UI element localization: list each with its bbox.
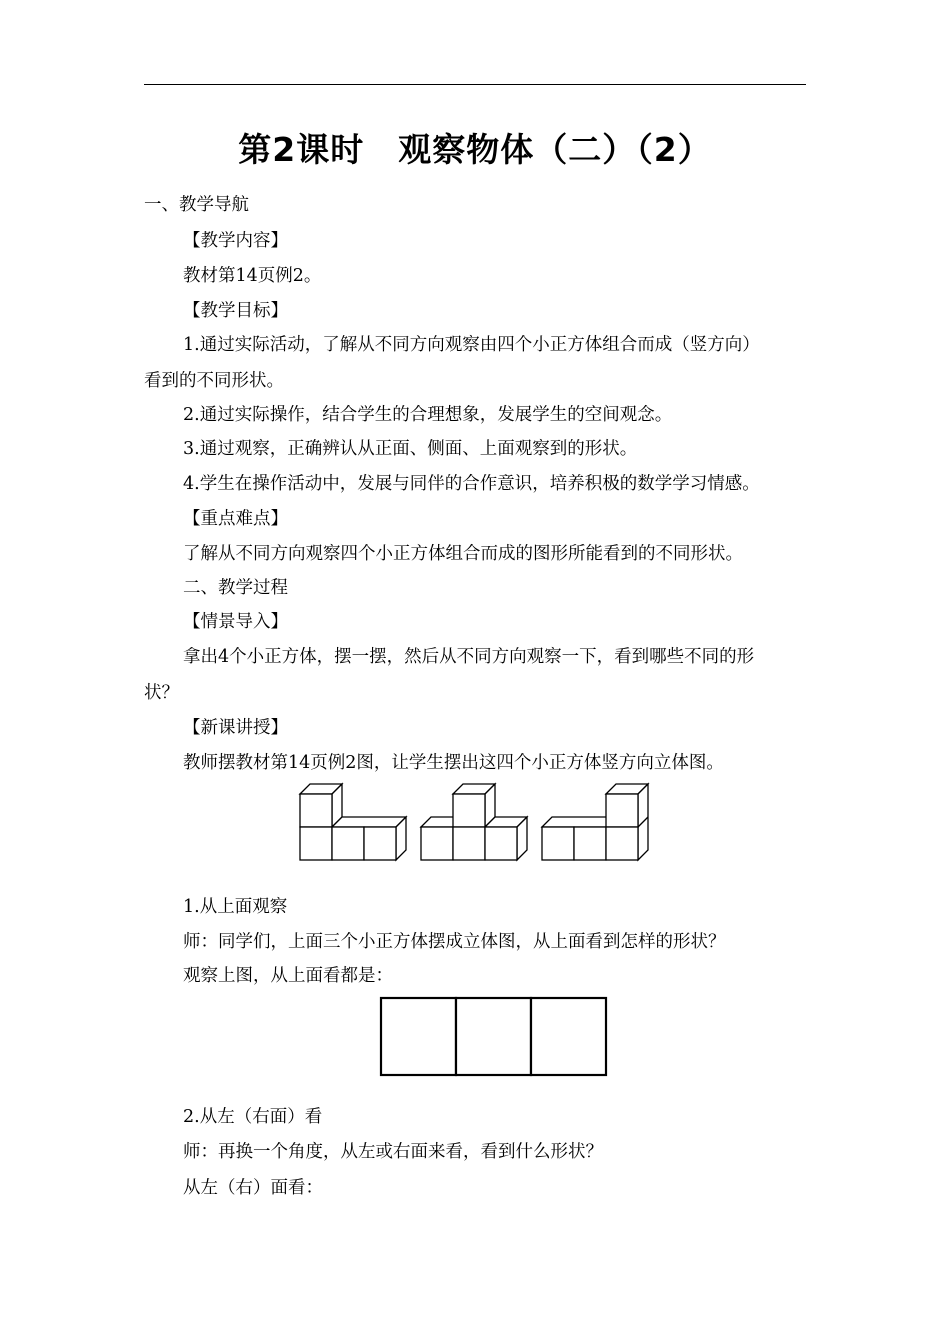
top-view-figure — [379, 996, 609, 1078]
content-heading: 【教学内容】 — [183, 231, 288, 251]
goal-3: 3.通过观察，正确辨认从正面、侧面、上面观察到的形状。 — [183, 439, 638, 459]
step-1-heading: 1.从上面观察 — [183, 897, 288, 917]
goals-heading: 【教学目标】 — [183, 301, 288, 321]
intro-text-b: 状？ — [144, 683, 179, 703]
goal-2: 2.通过实际操作，结合学生的合理想象，发展学生的空间观念。 — [183, 405, 673, 425]
intro-heading: 【情景导入】 — [183, 612, 288, 632]
section-heading-2: 二、教学过程 — [183, 578, 288, 598]
step-2-answer: 从左（右）面看： — [183, 1178, 323, 1198]
section-heading-1: 一、教学导航 — [144, 195, 249, 215]
step-1-answer: 观察上图，从上面看都是： — [183, 966, 393, 986]
content-text: 教材第14页例2。 — [183, 266, 322, 286]
goal-1-line-a: 1.通过实际活动，了解从不同方向观察由四个小正方体组合而成（竖方向） — [183, 335, 760, 355]
step-2-question: 师：再换一个角度，从左或右面来看，看到什么形状？ — [183, 1142, 603, 1162]
new-lesson-text: 教师摆教材第14页例2图，让学生摆出这四个小正方体竖方向立体图。 — [183, 753, 724, 773]
cube-figure-1 — [296, 780, 416, 864]
page-title: 第2课时 观察物体（二）（2） — [238, 130, 712, 169]
cube-figure-3 — [538, 780, 658, 864]
cube-figure-2 — [417, 780, 537, 864]
new-lesson-heading: 【新课讲授】 — [183, 718, 288, 738]
key-text: 了解从不同方向观察四个小正方体组合而成的图形所能看到的不同形状。 — [183, 544, 743, 564]
key-heading: 【重点难点】 — [183, 509, 288, 529]
goal-1-line-b: 看到的不同形状。 — [144, 371, 284, 391]
header-rule — [144, 84, 806, 85]
step-1-question: 师：同学们，上面三个小正方体摆成立体图，从上面看到怎样的形状？ — [183, 932, 726, 952]
step-2-heading: 2.从左（右面）看 — [183, 1107, 323, 1127]
goal-4: 4.学生在操作活动中，发展与同伴的合作意识，培养积极的数学学习情感。 — [183, 474, 760, 494]
intro-text-a: 拿出4个小正方体，摆一摆，然后从不同方向观察一下，看到哪些不同的形 — [183, 647, 755, 667]
